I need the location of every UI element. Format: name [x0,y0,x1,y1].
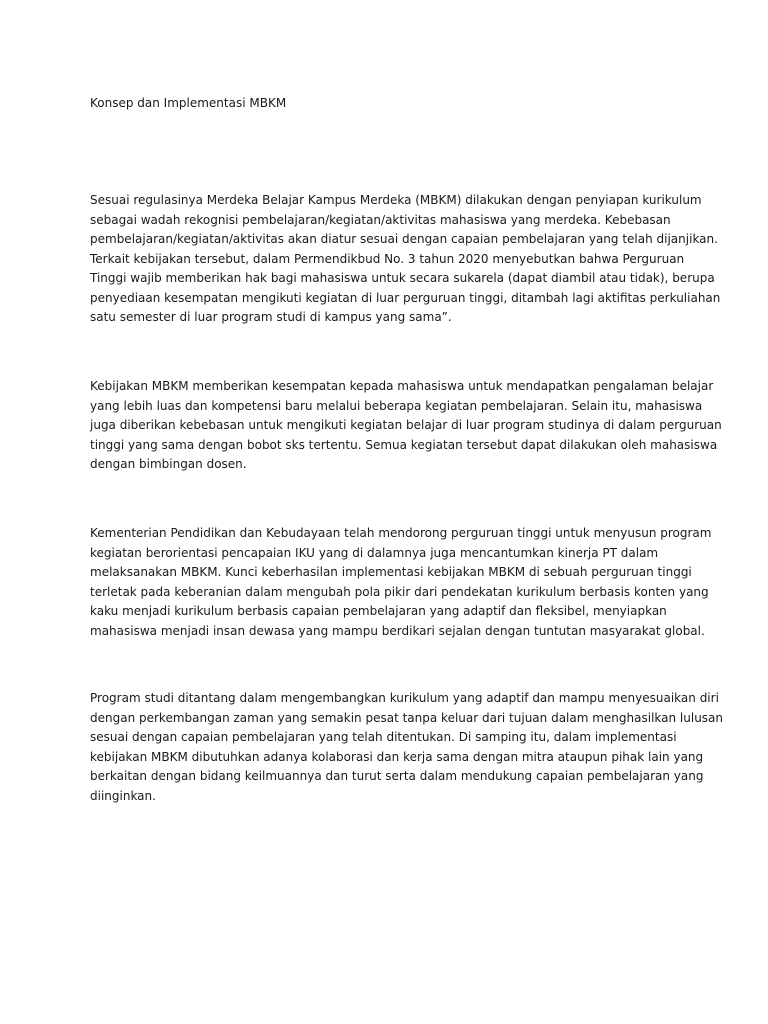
paragraph-line: Kebijakan MBKM memberikan kesempatan kepada mahasiswa untuk mendapatkan pengalaman belajar [90,379,714,393]
paragraph-kementerian [90,524,711,641]
paragraph-kebijakan-mbkm [90,377,722,475]
paragraph-regulasi-mbkm [90,191,720,328]
paragraph-line: melaksanakan MBKM. Kunci keberhasilan implementasi kebijakan MBKM di sebuah perguruan tinggi [90,565,692,579]
paragraph-line: pembelajaran/kegiatan/aktivitas akan diatur sesuai dengan capaian pembelajaran yang telah dijanjikan. [90,232,718,246]
paragraph-line: kegiatan berorientasi pencapaian IKU yang di dalamnya juga mencantumkan kinerja PT dalam [90,545,659,560]
paragraph-line: berkaitan dengan bidang keilmuannya dan turut serta dalam mendukung capaian pembelajaran yang [90,769,704,783]
paragraph-line: satu semester di luar program studi di kampus yang sama”. [90,310,452,324]
paragraph-line: dengan bimbingan dosen. [90,457,247,471]
document-title: Konsep dan Implementasi MBKM [90,96,287,110]
paragraph-line: tinggi yang sama dengan bobot sks tertentu. Semua kegiatan tersebut dapat dilakukan oleh mahasiswa [90,437,718,452]
paragraph-line: diinginkan. [90,788,156,803]
paragraph-line: Sesuai regulasinya Merdeka Belajar Kampus Merdeka (MBKM) dilakukan dengan penyiapan kurikulum [90,193,702,207]
paragraph-line: Program studi ditantang dalam mengembangkan kurikulum yang adaptif dan mampu menyesuaikan diri [90,691,719,705]
paragraph-line: juga diberikan kebebasan untuk mengikuti kegiatan belajar di luar program studinya di dalam perguruan [90,418,722,432]
paragraph-line: sebagai wadah rekognisi pembelajaran/kegiatan/aktivitas mahasiswa yang merdeka. Kebebasan [90,212,671,227]
paragraph-line: Kementerian Pendidikan dan Kebudayaan telah mendorong perguruan tinggi untuk menyusun program [90,526,712,540]
paragraph-line: yang lebih luas dan kompetensi baru melalui beberapa kegiatan pembelajaran. Selain itu, mahasiswa [90,398,703,413]
paragraph-line: dengan perkembangan zaman yang semakin pesat tanpa keluar dari tujuan dalam menghasilkan lulusan [90,710,724,725]
paragraph-line: sesuai dengan capaian pembelajaran yang telah ditentukan. Di samping itu, dalam implementasi [90,730,677,744]
paragraph-line: penyediaan kesempatan mengikuti kegiatan di luar perguruan tinggi, ditambah lagi aktifitas perkuliahan [90,290,721,305]
paragraph-line: Tinggi wajib memberikan hak bagi mahasiswa untuk secara sukarela (dapat diambil atau tidak), berupa [90,271,715,285]
paragraph-program-studi [90,689,723,806]
paragraph-line: Terkait kebijakan tersebut, dalam Permendikbud No. 3 tahun 2020 menyebutkan bahwa Perguruan [90,251,685,266]
paragraph-line: kaku menjadi kurikulum berbasis capaian pembelajaran yang adaptif dan fleksibel, menyiapkan [90,604,667,618]
paragraph-line: mahasiswa menjadi insan dewasa yang mampu berdikari sejalan dengan tuntutan masyarakat global. [90,623,705,638]
paragraph-line: terletak pada keberanian dalam mengubah pola pikir dari pendekatan kurikulum berbasis konten yang [90,584,709,599]
paragraph-line: kebijakan MBKM dibutuhkan adanya kolaborasi dan kerja sama dengan mitra ataupun pihak lain yang [90,749,704,764]
